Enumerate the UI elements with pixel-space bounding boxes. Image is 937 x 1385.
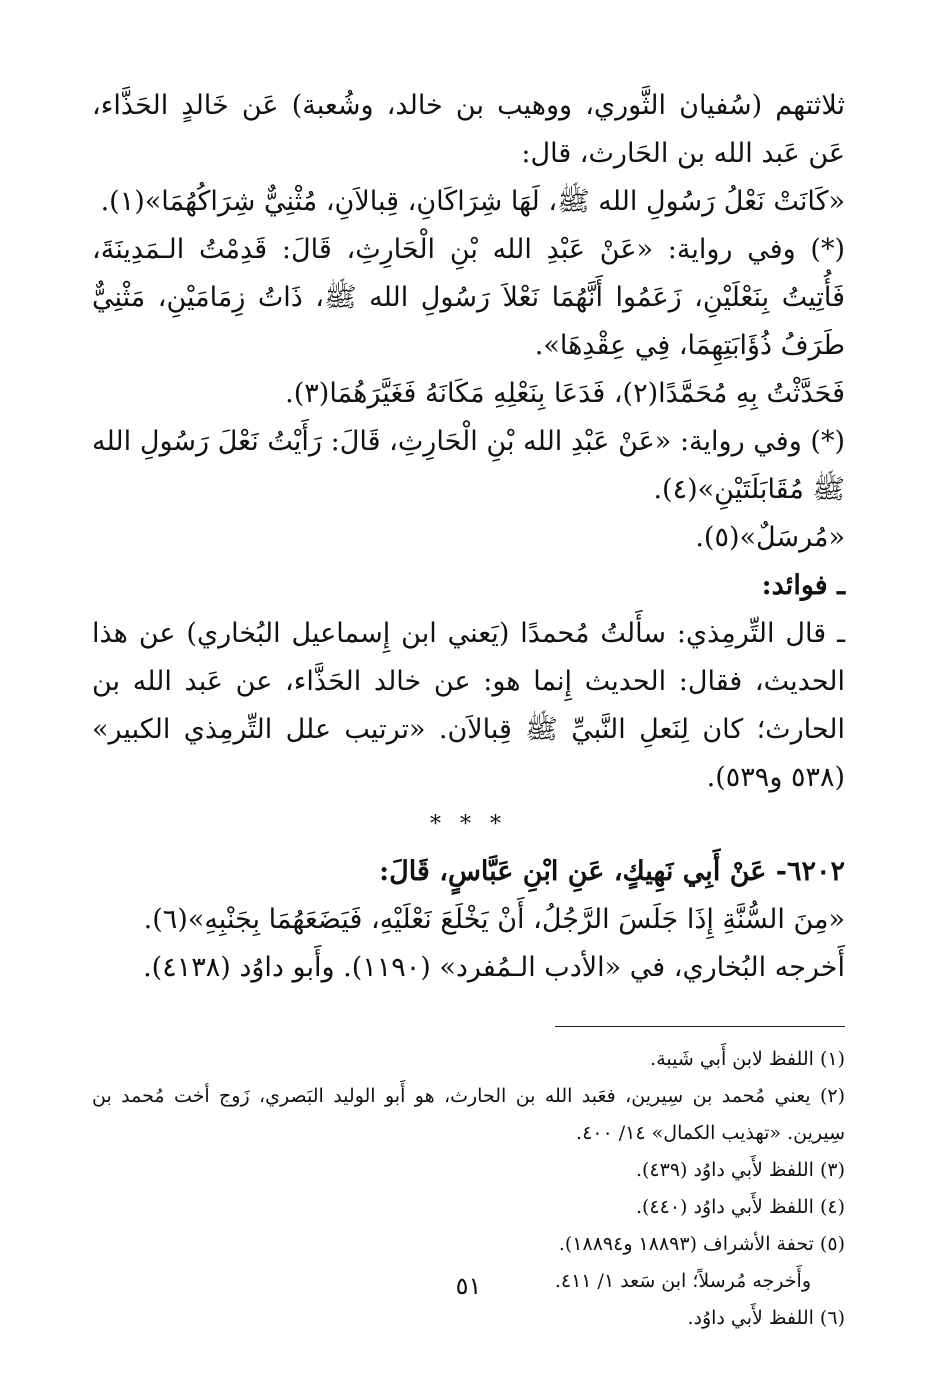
body-paragraph: أَخرجه البُخاري، في «الأدب الـمُفرد» (١١٩٠). وأَبو داوُد (٤١٣٨). [143, 952, 845, 983]
footnote: (٥) تحفة الأشراف (١٨٨٩٣ و١٨٨٩٤). [558, 1233, 845, 1255]
body-paragraph: ثلاثتهم (سُفيان الثَّوري، ووهيب بن خالد، وشُعبة) عَن خَالدٍ الحَذَّاء، عَن عَبد الله بن الحَارث، قال: [92, 90, 845, 169]
body-paragraph: (*) وفي رواية: «عَنْ عَبْدِ الله بْنِ الْحَارِثِ، قَالَ: رَأَيْتُ نَعْلَ رَسُولِ الله ﷺ مُقَابَلَتَيْنِ»(٤). [92, 426, 845, 505]
footnote: (١) اللفظ لابن أَبي شَيبة. [650, 1048, 845, 1070]
footnote: وأَخرجه مُرسلاً؛ ابن سَعد ١/ ٤١١. [554, 1270, 811, 1292]
body-paragraph: «كَانَتْ نَعْلُ رَسُولِ الله ﷺ، لَهَا شِرَاكَانِ، قِبالاَنِ، مُثْنِيٌّ شِرَاكُهُمَا»(١). [100, 186, 845, 217]
footnote: (٢) يعني مُحمد بن سِيرين، فعَبد الله بن الحارث، هو أَبو الوليد البَصري، زَوج أخت مُحمد بن سِيرين. «تهذيب الكمال» ١٤/ ٤٠٠. [92, 1085, 845, 1144]
footnote: (٦) اللفظ لأَبي داوُد. [687, 1307, 845, 1329]
footnote-divider [555, 1026, 845, 1027]
section-heading: ـ فوائد: [761, 570, 845, 601]
footnote: (٤) اللفظ لأَبي داوُد (٤٤٠). [635, 1196, 845, 1218]
page-number: ٥١ [455, 1272, 482, 1300]
section-heading: ٦٢٠٢- عَنْ أَبِي نَهِيكٍ، عَنِ ابْنِ عَبَّاسٍ، قَالَ: [379, 856, 845, 887]
body-paragraph: «مِنَ السُّنَّةِ إِذَا جَلَسَ الرَّجُلُ، أَنْ يَخْلَعَ نَعْلَيْهِ، فَيَضَعَهُمَا بِجَنْبِهِ»(٦). [143, 904, 845, 935]
footnote: (٣) اللفظ لأَبي داوُد (٤٣٩). [635, 1159, 845, 1181]
body-paragraph: ـ قال التِّرمِذي: سأَلتُ مُحمدًا (يَعني ابن إِسماعيل البُخاري) عن هذا الحديث، فقال: الحديث إِنما هو: عن خالد الحَذَّاء، عن عَبد الله بن الحارث؛ كان لِنَعلِ النَّبيِّ ﷺ قِبالاَن. «ترتيب علل التِّرمِذي الكبير» (٥٣٨ و٥٣٩). [92, 618, 845, 793]
body-paragraph: «مُرسَلٌ»(٥). [695, 522, 845, 553]
section-separator: * * * [430, 812, 507, 837]
body-paragraph: فَحَدَّثْتُ بِهِ مُحَمَّدًا(٢)، فَدَعَا بِنَعْلِهِ مَكَانَهُ فَغَيَّرَهُمَا(٣). [285, 378, 845, 409]
body-paragraph: (*) وفي رواية: «عَنْ عَبْدِ الله بْنِ الْحَارِثِ، قَالَ: قَدِمْتُ الـمَدِينَةَ، فَأُتِيتُ بِنَعْلَيْنِ، زَعَمُوا أَنَّهُمَا نَعْلاَ رَسُولِ الله ﷺ، ذَاتُ زِمَامَيْنِ، مَثْنِيٌّ طَرَفُ ذُؤَابَتِهِمَا، فِي عِقْدِهَا». [92, 234, 845, 361]
main-text [92, 82, 845, 992]
